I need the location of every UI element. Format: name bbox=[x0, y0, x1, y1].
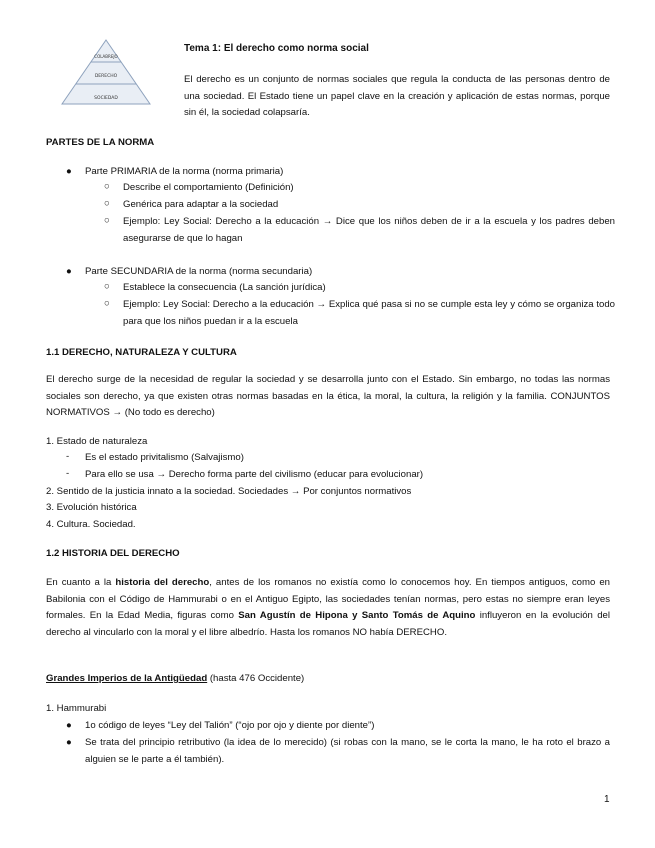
list-item: 4. Cultura. Sociedad. bbox=[46, 519, 136, 530]
imperios-title: Grandes Imperios de la Antigüedad bbox=[46, 673, 208, 684]
imperios-heading bbox=[46, 671, 304, 688]
bold-run: historia del derecho bbox=[115, 577, 210, 588]
text-run: En cuanto a la bbox=[46, 577, 116, 588]
bullet-dash: - bbox=[66, 468, 70, 479]
bullet-dash: - bbox=[66, 451, 70, 462]
bullet-dot: ● bbox=[66, 166, 72, 177]
bullet-dot: ● bbox=[66, 737, 72, 748]
page-number: 1 bbox=[604, 794, 610, 805]
pyramid-top-label: COLABREJO bbox=[94, 54, 118, 59]
bullet-dot: ● bbox=[66, 266, 72, 277]
secundaria-item: Establece la consecuencia (La sanción jurídica) bbox=[123, 282, 326, 293]
primaria-item: Describe el comportamiento (Definición) bbox=[123, 182, 294, 193]
sub-item: Es el estado privitalismo (Salvajismo) bbox=[85, 452, 244, 463]
text-run: influyeron en la evolución del derecho al vincularlo con la moral y el libre albedrío. Hasta los romanos NO había DERECHO. bbox=[46, 610, 610, 638]
document-title: Tema 1: El derecho como norma social bbox=[184, 43, 369, 54]
hammurabi-item: Se trata del principio retributivo (la idea de lo merecido) (si robas con la mano, se le corta la mano, le ha roto el brazo a alguien se le parte a él también). bbox=[85, 737, 610, 765]
bold-run: San Agustín de Hipona y Santo Tomás de Aquino bbox=[238, 610, 476, 622]
bullet-circle: ○ bbox=[104, 215, 110, 226]
bullet-dot: ● bbox=[66, 720, 72, 731]
sub-item: Para ello se usa → Derecho forma parte del civilismo (educar para evolucionar) bbox=[85, 469, 424, 480]
bullet-circle: ○ bbox=[104, 281, 110, 292]
section-1-1-heading: 1.1 DERECHO, NATURALEZA Y CULTURA bbox=[46, 347, 237, 358]
secundaria-item: Ejemplo: Ley Social: Derecho a la educación → Explica qué pasa si no se cumple esta ley y cómo se organiza todo para que los niños puedan ir a la escuela bbox=[123, 299, 615, 327]
pyramid-mid-label: DERECHO bbox=[94, 74, 118, 79]
list-item: 3. Evolución histórica bbox=[46, 502, 137, 513]
imperios-suffix: (hasta 476 Occidente) bbox=[207, 673, 305, 684]
primaria-item: Ejemplo: Ley Social: Derecho a la educación → Dice que los niños deben de ir a la escuela y los padres deben asegurarse de que lo hagan bbox=[123, 216, 615, 244]
list-item: 1. Hammurabi bbox=[46, 703, 107, 714]
pyramid-diagram bbox=[60, 38, 152, 108]
bullet-circle: ○ bbox=[104, 181, 110, 192]
list-item: 1. Estado de naturaleza bbox=[46, 436, 148, 447]
secundaria-label: Parte SECUNDARIA de la norma (norma secundaria) bbox=[85, 266, 313, 277]
text-run: , antes de los romanos no existía como lo conocemos hoy. En tiempos antiguos, como en Babilonia con el Código de Hammurabi o en el Antiguo Egipto, las sociedades tenían normas, pero estas no siempre eran leyes formales. En la Edad Media, figuras como bbox=[46, 577, 610, 622]
primaria-label: Parte PRIMARIA de la norma (norma primaria) bbox=[85, 166, 284, 177]
bullet-circle: ○ bbox=[104, 298, 110, 309]
section-1-2-heading: 1.2 HISTORIA DEL DERECHO bbox=[46, 548, 180, 559]
partes-heading: PARTES DE LA NORMA bbox=[46, 137, 155, 148]
primaria-item: Genérica para adaptar a la sociedad bbox=[123, 199, 279, 210]
list-item: 2. Sentido de la justicia innato a la sociedad. Sociedades → Por conjuntos normativos bbox=[46, 486, 412, 497]
intro-paragraph: El derecho es un conjunto de normas sociales que regula la conducta de las personas dentro de una sociedad. El Estado tiene un papel clave en la creación y aplicación de estas normas, porque sin él, la sociedad colapsaría. bbox=[184, 74, 610, 119]
bullet-circle: ○ bbox=[104, 198, 110, 209]
hammurabi-item: 1o código de leyes “Ley del Talión” (“ojo por ojo y diente por diente”) bbox=[85, 720, 375, 731]
section-1-2-paragraph bbox=[46, 575, 610, 641]
pyramid-bottom-label: SOCIEDAD bbox=[94, 96, 118, 101]
section-1-1-paragraph: El derecho surge de la necesidad de regular la sociedad y se desarrolla junto con el Estado. Sin embargo, no todas las normas sociales son derecho, ya que existen otras normas basadas en la ética, la moral, la cultura, la religión y la familia. CONJUNTOS NORMATIVOS → (No todo es derecho) bbox=[46, 374, 610, 419]
